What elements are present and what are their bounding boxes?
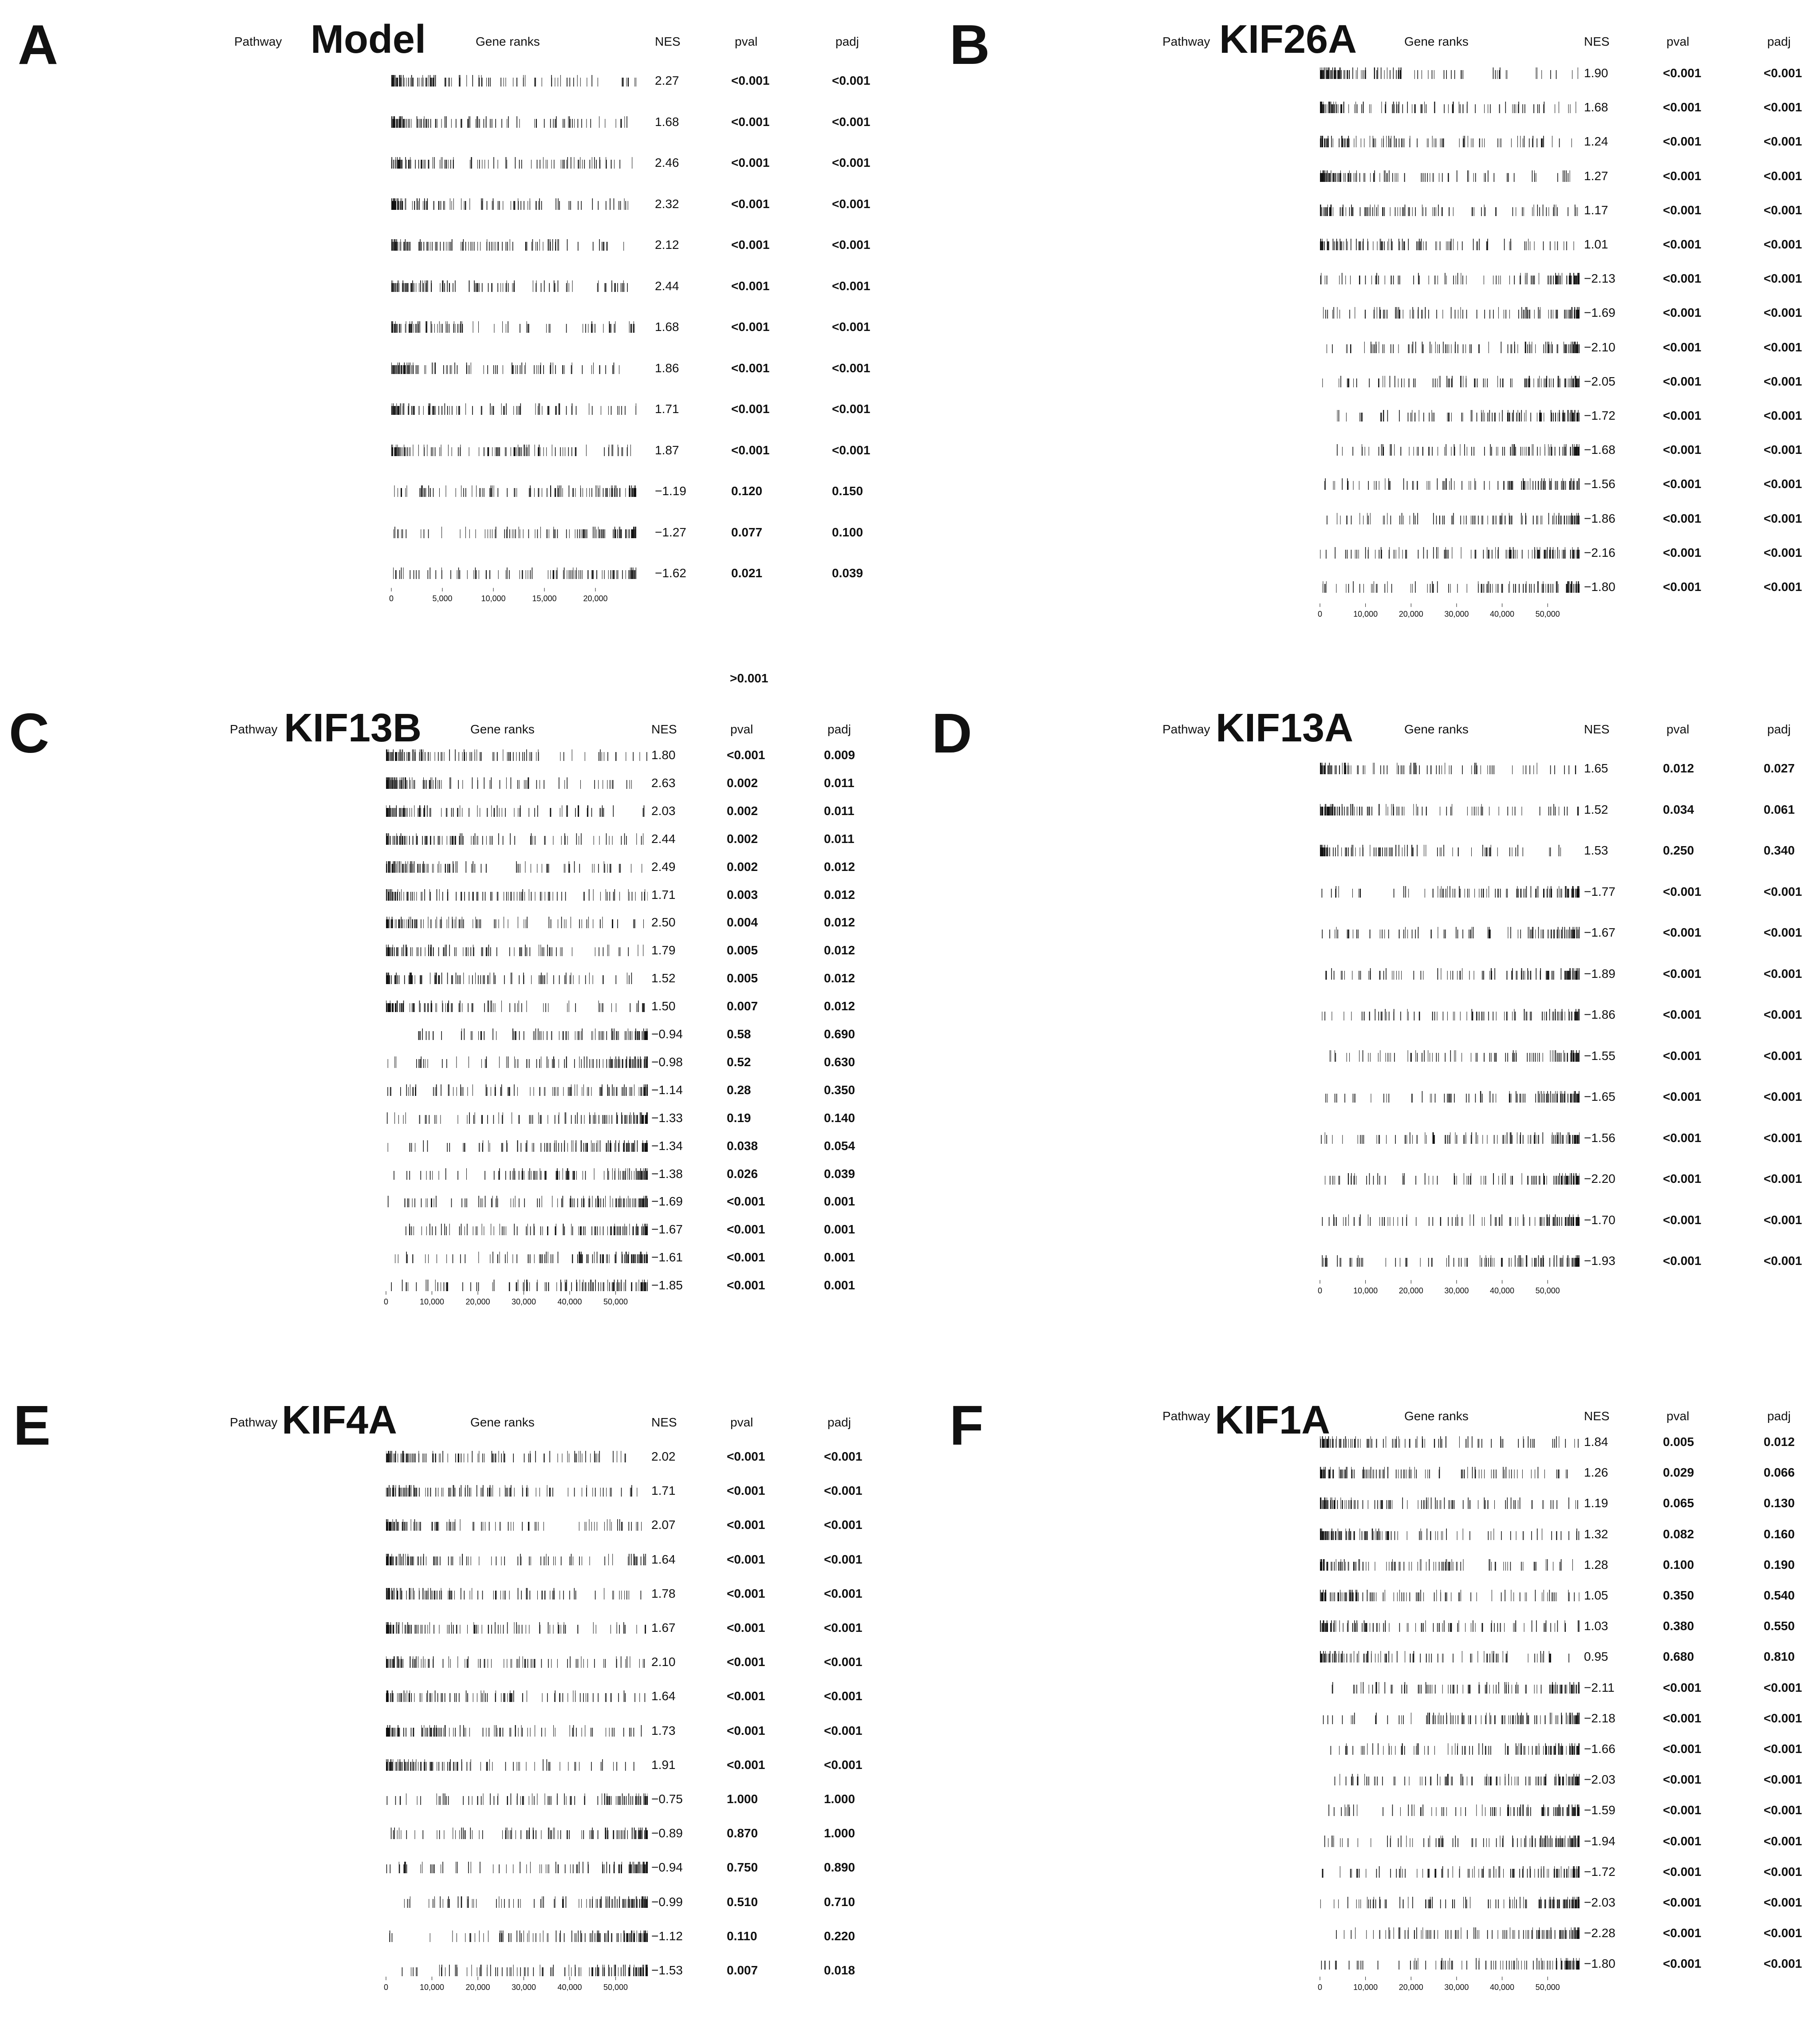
header-pval: pval	[730, 722, 753, 736]
pval-value: <0.001	[731, 156, 770, 169]
padj-value: <0.001	[1764, 580, 1802, 594]
pval-value: <0.001	[1663, 340, 1702, 354]
gene-rank-barcode	[1320, 134, 1580, 149]
pval-value: <0.001	[1663, 374, 1702, 388]
header-gene-ranks: Gene ranks	[476, 35, 540, 48]
panel-title: KIF26A	[1219, 17, 1357, 62]
padj-value: 0.011	[824, 804, 855, 818]
header-padj: padj	[827, 722, 851, 736]
pval-value: 0.002	[727, 804, 758, 818]
gene-rank-barcode	[386, 1083, 648, 1098]
nes-value: 2.32	[655, 197, 679, 211]
gene-rank-barcode	[391, 114, 636, 130]
pval-value: <0.001	[731, 115, 770, 129]
pval-value: <0.001	[1663, 546, 1702, 559]
header-nes: NES	[651, 722, 677, 736]
axis-tick-label: 10,000	[1353, 610, 1378, 619]
nes-value: −1.80	[1584, 580, 1615, 594]
pval-value: <0.001	[731, 279, 770, 293]
nes-value: 1.01	[1584, 237, 1608, 251]
pval-value: 0.004	[727, 915, 758, 929]
nes-value: −1.14	[651, 1083, 683, 1097]
gene-rank-barcode	[1320, 203, 1580, 218]
panel-label: A	[18, 13, 58, 76]
pval-value: <0.001	[1663, 306, 1702, 319]
padj-value: 0.009	[824, 748, 855, 762]
nes-value: 2.46	[655, 156, 679, 169]
pval-value: 0.002	[727, 832, 758, 846]
gene-rank-barcode	[386, 1027, 648, 1042]
padj-value: 0.690	[824, 1027, 855, 1041]
gene-rank-barcode	[1320, 442, 1580, 457]
pval-value: 0.003	[727, 888, 758, 902]
padj-value: <0.001	[832, 361, 871, 375]
padj-value: 0.630	[824, 1055, 855, 1069]
pval-value: <0.001	[731, 443, 770, 457]
header-pathway: Pathway	[1162, 35, 1210, 48]
pval-value: <0.001	[1663, 580, 1702, 594]
nes-value: −0.94	[651, 1027, 683, 1041]
gene-rank-barcode	[1320, 100, 1580, 115]
nes-value: −1.19	[655, 484, 686, 498]
gene-rank-barcode	[1320, 237, 1580, 252]
header-pval: pval	[1666, 35, 1690, 48]
nes-value: 1.71	[655, 402, 679, 416]
pval-value: 0.002	[727, 860, 758, 874]
nes-value: −2.05	[1584, 374, 1615, 388]
padj-value: 0.012	[824, 971, 855, 985]
padj-value: <0.001	[832, 402, 871, 416]
nes-value: 1.71	[651, 888, 676, 902]
pval-value: <0.001	[1663, 477, 1702, 491]
padj-value: 0.011	[824, 832, 855, 846]
padj-value: 0.012	[824, 999, 855, 1013]
gene-rank-barcode	[386, 887, 648, 902]
nes-value: 2.12	[655, 238, 679, 252]
gene-rank-barcode	[391, 566, 636, 581]
panel-title: KIF13B	[284, 706, 422, 750]
axis-tick-label: 20,000	[1398, 610, 1423, 619]
padj-value: 0.350	[824, 1083, 855, 1097]
pval-value: 0.52	[727, 1055, 751, 1069]
pval-value: <0.001	[1663, 512, 1702, 525]
pval-value: 0.007	[727, 999, 758, 1013]
gene-rank-barcode	[1320, 271, 1580, 286]
pval-value: <0.001	[1663, 203, 1702, 217]
gene-rank-barcode	[391, 279, 636, 294]
nes-value: 1.52	[651, 971, 676, 985]
padj-value: 0.100	[832, 525, 863, 539]
nes-value: 1.86	[655, 361, 679, 375]
gene-rank-barcode	[1320, 579, 1580, 595]
pval-value: 0.002	[727, 776, 758, 790]
panel-label: C	[9, 702, 49, 764]
gene-rank-barcode	[391, 484, 636, 499]
gene-rank-barcode	[391, 237, 636, 252]
pval-value: <0.001	[1663, 134, 1702, 148]
pval-value: <0.001	[1663, 100, 1702, 114]
padj-value: <0.001	[1764, 340, 1802, 354]
panel-title: Model	[311, 17, 426, 62]
padj-value: <0.001	[1764, 203, 1802, 217]
padj-value: <0.001	[832, 74, 871, 87]
pval-value: <0.001	[731, 361, 770, 375]
padj-value: <0.001	[1764, 306, 1802, 319]
nes-value: −1.62	[655, 566, 686, 580]
padj-value: 0.011	[824, 776, 855, 790]
gene-rank-barcode	[386, 943, 648, 958]
header-padj: padj	[1767, 35, 1791, 48]
rank-axis	[1307, 603, 1593, 630]
padj-value: <0.001	[1764, 374, 1802, 388]
padj-value: 0.150	[832, 484, 863, 498]
padj-value: <0.001	[832, 443, 871, 457]
padj-value: <0.001	[1764, 100, 1802, 114]
gene-rank-barcode	[1320, 374, 1580, 389]
header-padj: padj	[835, 35, 859, 48]
header-pathway: Pathway	[234, 35, 282, 48]
nes-value: 2.03	[651, 804, 676, 818]
nes-value: 1.24	[1584, 134, 1608, 148]
nes-value: 2.27	[655, 74, 679, 87]
pval-value: 0.077	[731, 525, 763, 539]
padj-value: <0.001	[832, 279, 871, 293]
padj-value: 0.012	[824, 943, 855, 957]
gene-rank-barcode	[386, 804, 648, 819]
axis-tick-label: 40,000	[1489, 610, 1515, 619]
header-gene-ranks: Gene ranks	[1404, 35, 1469, 48]
pval-value: 0.120	[731, 484, 763, 498]
padj-value: <0.001	[1764, 169, 1802, 183]
pval-value: 0.19	[727, 1111, 751, 1125]
pval-value: 0.58	[727, 1027, 751, 1041]
nes-value: −1.33	[651, 1111, 683, 1125]
padj-value: <0.001	[832, 197, 871, 211]
rank-axis	[378, 588, 650, 615]
gene-rank-barcode	[1320, 545, 1580, 560]
gene-rank-barcode	[386, 915, 648, 930]
nes-value: 2.49	[651, 860, 676, 874]
header-nes: NES	[1584, 35, 1610, 48]
padj-value: <0.001	[1764, 477, 1802, 491]
padj-value: <0.001	[1764, 546, 1802, 559]
axis-tick-label: 30,000	[1444, 610, 1469, 619]
nes-value: −2.16	[1584, 546, 1615, 559]
gene-rank-barcode	[1320, 66, 1580, 81]
gene-rank-barcode	[1320, 477, 1580, 492]
pval-value: <0.001	[731, 197, 770, 211]
nes-value: −1.72	[1584, 409, 1615, 422]
axis-tick-label: 10,000	[481, 594, 506, 603]
gene-rank-barcode	[391, 402, 636, 417]
padj-value: <0.001	[832, 156, 871, 169]
padj-value: 0.012	[824, 860, 855, 874]
gene-rank-barcode	[391, 319, 636, 335]
gene-rank-barcode	[391, 155, 636, 170]
pval-value: <0.001	[1663, 66, 1702, 80]
nes-value: −1.56	[1584, 477, 1615, 491]
gene-rank-barcode	[391, 197, 636, 212]
pval-value: <0.001	[731, 74, 770, 87]
nes-value: −2.13	[1584, 272, 1615, 285]
padj-value: <0.001	[1764, 134, 1802, 148]
padj-value: <0.001	[832, 238, 871, 252]
padj-value: <0.001	[1764, 409, 1802, 422]
axis-tick-label: 0	[1317, 610, 1323, 619]
nes-value: 1.50	[651, 999, 676, 1013]
gene-rank-barcode	[386, 999, 648, 1014]
padj-value: <0.001	[1764, 512, 1802, 525]
pval-value: 0.28	[727, 1083, 751, 1097]
axis-tick-label: 5,000	[432, 594, 453, 603]
padj-value: <0.001	[1764, 443, 1802, 457]
padj-value: 0.140	[824, 1111, 855, 1125]
axis-tick-label: 50,000	[1535, 610, 1560, 619]
nes-value: 1.79	[651, 943, 676, 957]
gene-rank-barcode	[1320, 340, 1580, 355]
padj-value: <0.001	[832, 115, 871, 129]
gene-rank-barcode	[1320, 408, 1580, 423]
pval-value: <0.001	[731, 320, 770, 334]
pval-value: <0.001	[1663, 237, 1702, 251]
nes-value: −1.27	[655, 525, 686, 539]
gene-rank-barcode	[386, 971, 648, 986]
nes-value: −1.68	[1584, 443, 1615, 457]
gene-rank-barcode	[391, 361, 636, 376]
nes-value: −2.10	[1584, 340, 1615, 354]
gene-rank-barcode	[1320, 305, 1580, 320]
nes-value: 2.44	[655, 279, 679, 293]
header-nes: NES	[655, 35, 681, 48]
nes-value: 1.27	[1584, 169, 1608, 183]
gene-rank-barcode	[386, 859, 648, 875]
nes-value: 1.80	[651, 748, 676, 762]
pval-value: <0.001	[731, 402, 770, 416]
gene-rank-barcode	[1320, 511, 1580, 526]
pval-value: <0.001	[727, 748, 765, 762]
pval-value: <0.001	[1663, 409, 1702, 422]
header-gene-ranks: Gene ranks	[470, 722, 535, 736]
pval-value: 0.005	[727, 971, 758, 985]
nes-value: 1.17	[1584, 203, 1608, 217]
gene-rank-barcode	[386, 831, 648, 847]
gene-rank-barcode	[386, 1139, 648, 1154]
pval-value: 0.005	[727, 943, 758, 957]
nes-value: 2.63	[651, 776, 676, 790]
gene-rank-barcode	[386, 1055, 648, 1070]
padj-value: <0.001	[1764, 66, 1802, 80]
nes-value: −0.98	[651, 1055, 683, 1069]
gene-rank-barcode	[386, 1111, 648, 1126]
padj-value: <0.001	[1764, 237, 1802, 251]
panel-label: B	[949, 13, 990, 76]
nes-value: 1.68	[655, 320, 679, 334]
padj-value: 0.012	[824, 888, 855, 902]
padj-value: 0.039	[832, 566, 863, 580]
padj-value: <0.001	[1764, 272, 1802, 285]
nes-value: 1.68	[655, 115, 679, 129]
gene-rank-barcode	[391, 73, 636, 88]
nes-value: 2.44	[651, 832, 676, 846]
pval-value: <0.001	[1663, 272, 1702, 285]
gene-rank-barcode	[386, 776, 648, 791]
nes-value: −1.69	[1584, 306, 1615, 319]
pval-value: <0.001	[1663, 443, 1702, 457]
gene-rank-barcode	[1320, 169, 1580, 184]
nes-value: −1.86	[1584, 512, 1615, 525]
padj-value: 0.012	[824, 915, 855, 929]
axis-tick-label: 20,000	[583, 594, 608, 603]
gene-rank-barcode	[391, 525, 636, 540]
padj-value: <0.001	[832, 320, 871, 334]
nes-value: 1.68	[1584, 100, 1608, 114]
axis-tick-label: 15,000	[532, 594, 557, 603]
nes-value: 2.50	[651, 915, 676, 929]
gene-rank-barcode	[391, 443, 636, 458]
nes-value: 1.90	[1584, 66, 1608, 80]
axis-tick-label: 0	[389, 594, 394, 603]
header-pathway: Pathway	[230, 722, 278, 736]
gene-rank-barcode	[386, 748, 648, 763]
pval-value: <0.001	[1663, 169, 1702, 183]
pval-value: <0.001	[731, 238, 770, 252]
nes-value: 1.87	[655, 443, 679, 457]
pval-value: 0.021	[731, 566, 763, 580]
header-pval: pval	[735, 35, 758, 48]
